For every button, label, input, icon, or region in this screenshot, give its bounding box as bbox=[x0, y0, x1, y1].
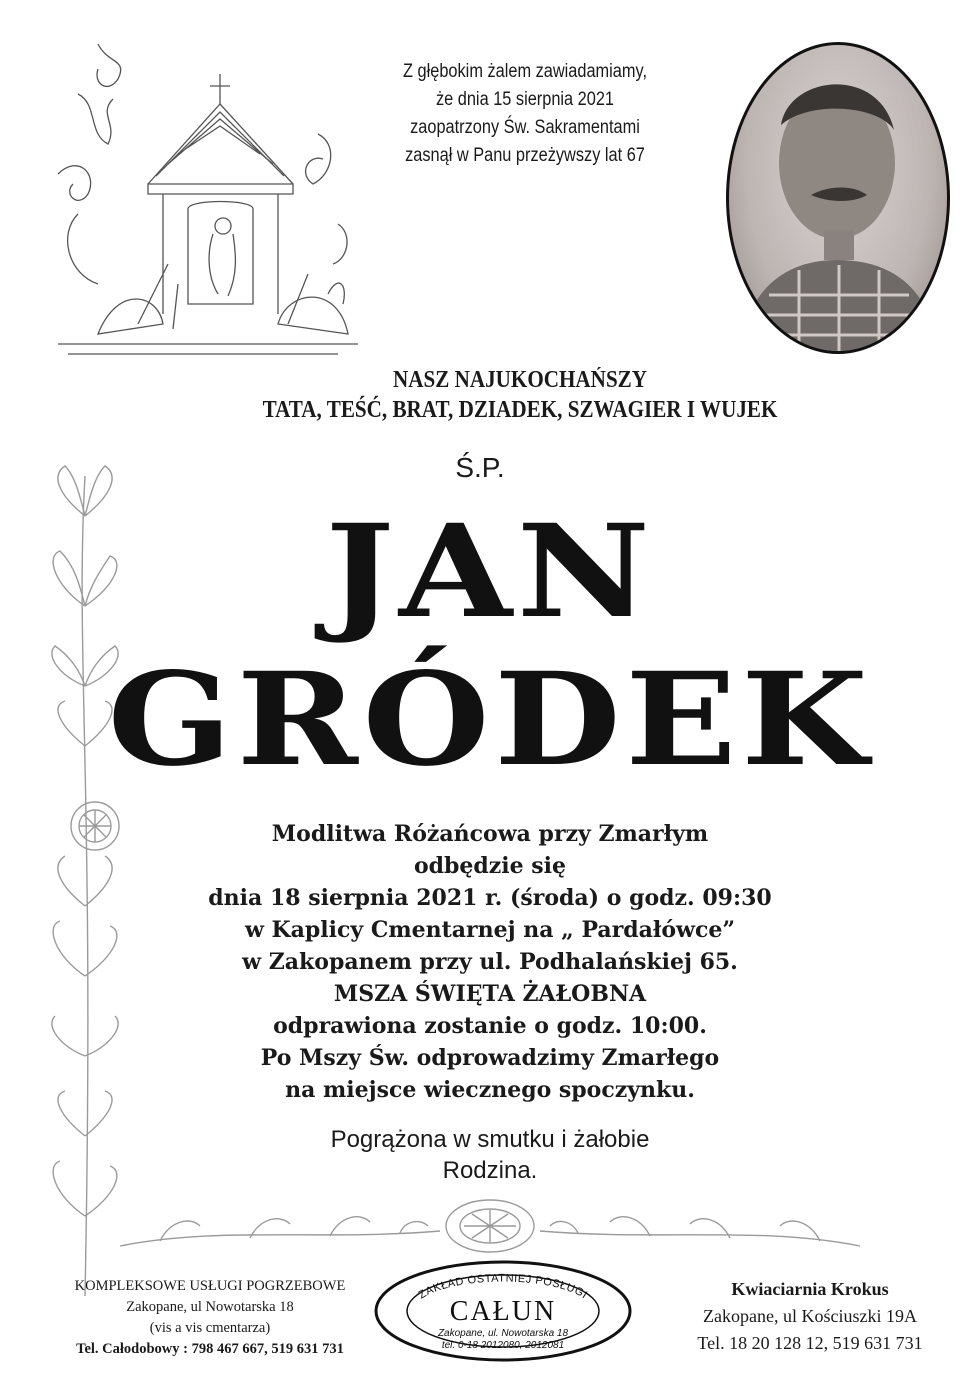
horizontal-divider-ornament bbox=[100, 1196, 880, 1266]
intro-line: że dnia 15 sierpnia 2021 bbox=[435, 89, 615, 110]
florist-phone: Tel. 18 20 128 12, 519 631 731 bbox=[697, 1333, 923, 1353]
family-line: Rodzina. bbox=[442, 1157, 538, 1184]
chapel-sketch-illustration bbox=[38, 34, 368, 364]
deceased-last-name: GRÓDEK bbox=[107, 645, 873, 795]
florist-address: Zakopane, ul Kościuszki 19A bbox=[703, 1306, 917, 1326]
ceremony-line: Modlitwa Różańcowa przy Zmarłym bbox=[271, 821, 709, 847]
ceremony-line: odprawiona zostanie o godz. 10:00. bbox=[273, 1013, 707, 1039]
headline-line: TATA, TEŚĆ, BRAT, DZIADEK, SZWAGIER I WUJEK bbox=[262, 397, 778, 423]
logo-name: CAŁUN bbox=[449, 1296, 557, 1327]
logo-phone: tel. 0-18 2012080, 2012081 bbox=[441, 1340, 565, 1351]
funeral-service-phone: Tel. Całodobowy : 798 467 667, 519 631 731 bbox=[76, 1341, 344, 1357]
ceremony-line: Po Mszy Św. odprowadzimy Zmarłego bbox=[260, 1045, 720, 1071]
logo-top-text: ZAKŁAD OSTATNIEJ POSŁUGI bbox=[416, 1272, 590, 1302]
logo-address: Zakopane, ul. Nowotarska 18 bbox=[437, 1328, 569, 1339]
funeral-service-title: KOMPLEKSOWE USŁUGI POGRZEBOWE bbox=[74, 1278, 346, 1294]
family-signature bbox=[250, 1124, 730, 1186]
florist-footer bbox=[660, 1276, 960, 1357]
deceased-first-name: JAN bbox=[325, 497, 655, 647]
intro-line: zasnął w Panu przeżywszy lat 67 bbox=[405, 145, 645, 166]
family-line: Pogrążona w smutku i żałobie bbox=[330, 1126, 650, 1153]
funeral-service-note: (vis a vis cmentarza) bbox=[149, 1320, 271, 1336]
relationship-headline bbox=[203, 365, 837, 425]
ceremony-line: w Kaplicy Cmentarnej na „ Pardałówce” bbox=[244, 917, 736, 943]
funeral-service-address: Zakopane, ul Nowotarska 18 bbox=[126, 1299, 294, 1315]
intro-line: zaopatrzony Św. Sakramentami bbox=[410, 117, 640, 138]
headline-line: NASZ NAJUKOCHAŃSZY bbox=[392, 367, 648, 393]
intro-line: Z głębokim żalem zawiadamiamy, bbox=[403, 61, 647, 82]
ceremony-details bbox=[120, 818, 860, 1106]
calun-logo bbox=[372, 1258, 634, 1364]
honorific: Ś.P. bbox=[455, 452, 505, 483]
ceremony-line: w Zakopanem przy ul. Podhalańskiej 65. bbox=[242, 949, 738, 975]
deceased-portrait-photo bbox=[726, 42, 950, 354]
florist-title: Kwiaciarnia Krokus bbox=[731, 1279, 889, 1299]
ceremony-line: dnia 18 sierpnia 2021 r. (środa) o godz. 09:30 bbox=[208, 885, 772, 911]
ceremony-line: odbędzie się bbox=[413, 853, 567, 879]
ceremony-line: MSZA ŚWIĘTA ŻAŁOBNA bbox=[333, 981, 647, 1007]
funeral-service-footer bbox=[20, 1276, 400, 1360]
ceremony-line: na miejsce wiecznego spoczynku. bbox=[285, 1077, 695, 1103]
announcement-intro bbox=[357, 58, 692, 170]
